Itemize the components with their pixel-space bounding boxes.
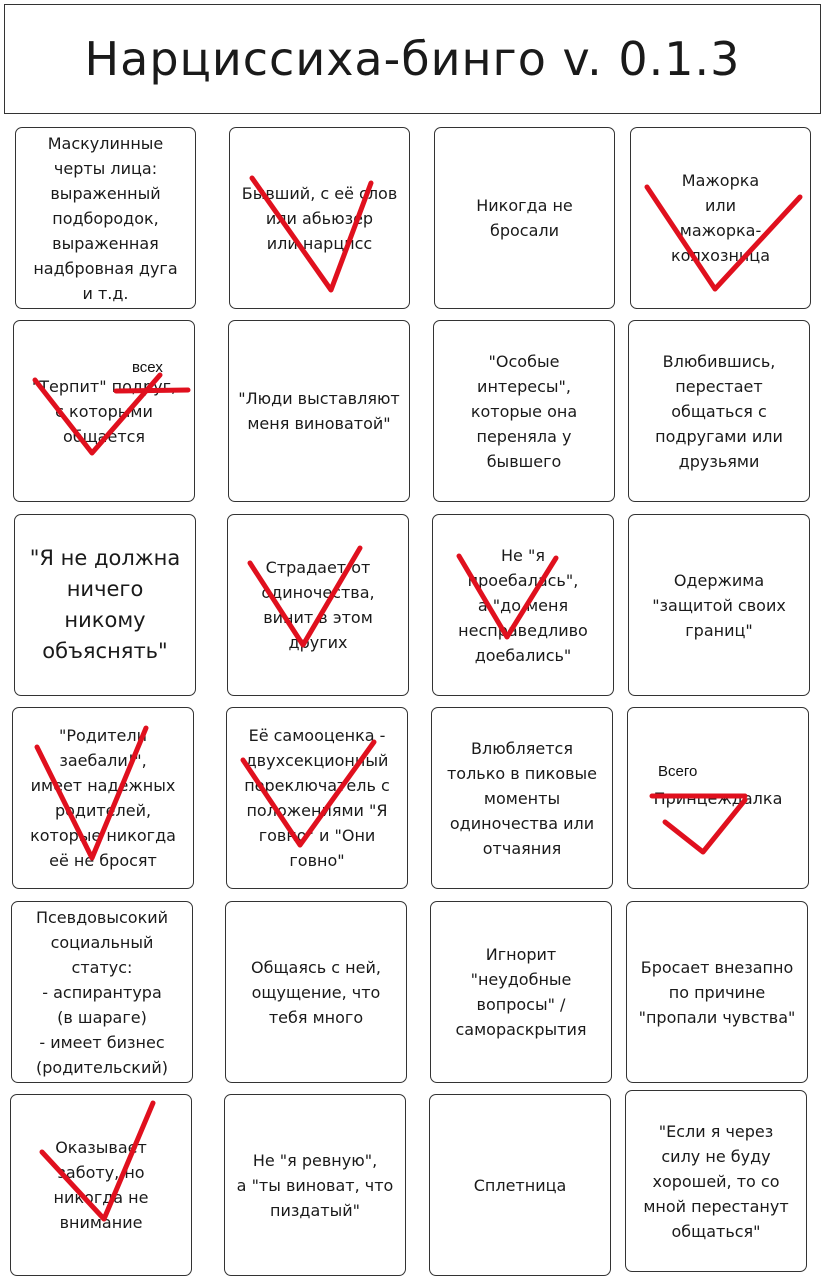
bingo-cell[interactable] bbox=[226, 707, 408, 889]
cell-text: Оказывает заботу, но никогда не внимание bbox=[53, 1138, 149, 1232]
cell-text: Страдает от одиночества, винит в этом других bbox=[261, 558, 375, 652]
bingo-cell[interactable] bbox=[10, 1094, 192, 1276]
cell-text: "Я не должна ничего никому объяснять" bbox=[29, 546, 181, 663]
cell-text: "Особые интересы", которые она переняла у бывшего bbox=[470, 351, 578, 471]
cell-text: Псевдовысокий социальный статус: - аспирантура (в шараге) - имеет бизнес (родительский) bbox=[35, 907, 169, 1077]
cell-text: "Люди выставляют меня виноватой" bbox=[238, 389, 400, 433]
handwritten-note: Всего bbox=[658, 763, 698, 780]
cell-text: Влюбившись, перестает общаться с подругами или друзьями bbox=[655, 351, 783, 471]
bingo-cell[interactable] bbox=[229, 127, 410, 309]
cell-text: "Если я через силу не буду хорошей, то со мной перестанут общаться" bbox=[643, 1121, 789, 1241]
bingo-cell[interactable] bbox=[628, 320, 810, 502]
cell-text: Маскулинные черты лица: выраженный подбородок, выраженная надбровная дуга и т.д. bbox=[33, 133, 178, 303]
cell-text: Одержима "защитой своих границ" bbox=[652, 570, 786, 640]
bingo-cell[interactable] bbox=[225, 901, 407, 1083]
bingo-cell[interactable] bbox=[626, 901, 808, 1083]
bingo-cell[interactable] bbox=[228, 320, 410, 502]
title-box bbox=[4, 4, 821, 114]
bingo-cell[interactable] bbox=[431, 707, 613, 889]
cell-text: Игнорит "неудобные вопросы" / самораскрытия bbox=[455, 945, 587, 1039]
bingo-cell[interactable] bbox=[630, 127, 811, 309]
cell-text: "Родители заебали!", имеет надежных родителей, которые никогда её не бросят bbox=[30, 726, 176, 870]
bingo-cell[interactable] bbox=[13, 320, 195, 502]
handwritten-note: всех bbox=[132, 359, 163, 376]
bingo-cell[interactable] bbox=[627, 707, 809, 889]
cell-text: Её самооценка - двухсекционный переключатель с положениями "Я говно" и "Они говно" bbox=[244, 726, 390, 870]
bingo-cell[interactable] bbox=[224, 1094, 406, 1276]
cell-text: Бывший, с её слов или абьюзер или нарцисс bbox=[241, 183, 398, 253]
cell-text: "Терпит" подруг, с которыми общается bbox=[31, 376, 177, 446]
bingo-cell[interactable] bbox=[628, 514, 810, 696]
cell-text: Сплетница bbox=[473, 1175, 567, 1195]
bingo-cell[interactable] bbox=[429, 1094, 611, 1276]
cell-text: Влюбляется только в пиковые моменты одиночества или отчаяния bbox=[446, 738, 598, 858]
bingo-cell[interactable] bbox=[430, 901, 612, 1083]
bingo-cell[interactable] bbox=[434, 127, 615, 309]
bingo-cell[interactable] bbox=[11, 901, 193, 1083]
bingo-cell[interactable] bbox=[12, 707, 194, 889]
bingo-cell[interactable] bbox=[227, 514, 409, 696]
cell-text: Общаясь с ней, ощущение, что тебя много bbox=[251, 957, 381, 1027]
cell-text: Не "я ревную", а "ты виноват, что пиздатый" bbox=[236, 1150, 394, 1220]
bingo-cell[interactable] bbox=[14, 514, 196, 696]
cell-text: Бросает внезапно по причине "пропали чувства" bbox=[638, 957, 796, 1027]
bingo-cell[interactable] bbox=[432, 514, 614, 696]
cell-text: Никогда не бросали bbox=[476, 196, 573, 240]
cell-text: Мажорка или мажорка- колхозница bbox=[671, 171, 770, 265]
cell-text: Принцеждалка bbox=[653, 788, 783, 808]
bingo-cell[interactable] bbox=[15, 127, 196, 309]
page-title: Нарциссиха-бинго v. 0.1.3 bbox=[84, 32, 741, 86]
cell-text: Не "я проебалась", а "до меня несправедливо доебались" bbox=[458, 545, 588, 665]
bingo-cell[interactable] bbox=[625, 1090, 807, 1272]
bingo-cell[interactable] bbox=[433, 320, 615, 502]
